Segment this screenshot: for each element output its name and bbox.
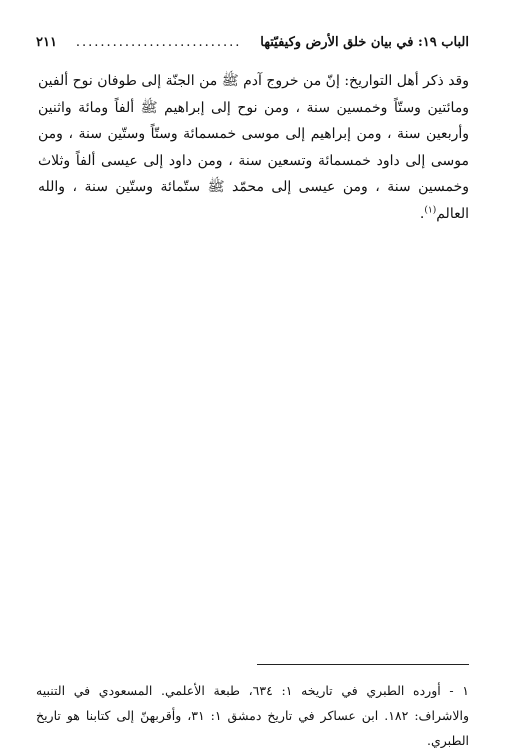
footnote-reference[interactable]: (١): [424, 204, 437, 215]
paragraph-text: وقد ذكر أهل التواريخ: إنّ من خروج آدم ﷺ من الجنّة إلى طوفان نوح ألفين ومائتين وستّاً وخمسين سنة ، ومن نوح إلى إبراهيم ﷺ ألفاً ومائة واثنين وأربعين سنة ، ومن إبراهيم إلى موسى خمسمائة وستّاً وستّين سنة ، ومن موسى إلى داود خمسمائة وتسعين سنة ، ومن داود إلى عيسى ألفاً وثلاث وخمسين سنة ، ومن عيسى إلى محمّد ﷺ ستّمائة وستّين سنة ، والله العالم: [38, 73, 469, 222]
leader-dots: ...........................: [75, 35, 242, 50]
footnote-section: [36, 678, 469, 753]
main-text: [38, 68, 469, 227]
body-paragraph: [38, 68, 469, 227]
footnote-divider: [257, 664, 469, 665]
page-number: ٢١١: [36, 35, 57, 50]
footnote-text: ١ - أورده الطبري في تاريخه ١: ٦٣٤، طبعة الأعلمي. المسعودي في التنبيه والاشراف: ١٨٢. ابن عساكر في تاريخ دمشق ١: ٣١، وأقربهنّ إلى كتابنا هو تاريخ الطبري.: [36, 683, 470, 748]
closing-period: .: [419, 205, 425, 222]
running-header: [36, 28, 469, 50]
chapter-title: الباب ١٩: في بيان خلق الأرض وكيفيّتها: [260, 35, 469, 50]
